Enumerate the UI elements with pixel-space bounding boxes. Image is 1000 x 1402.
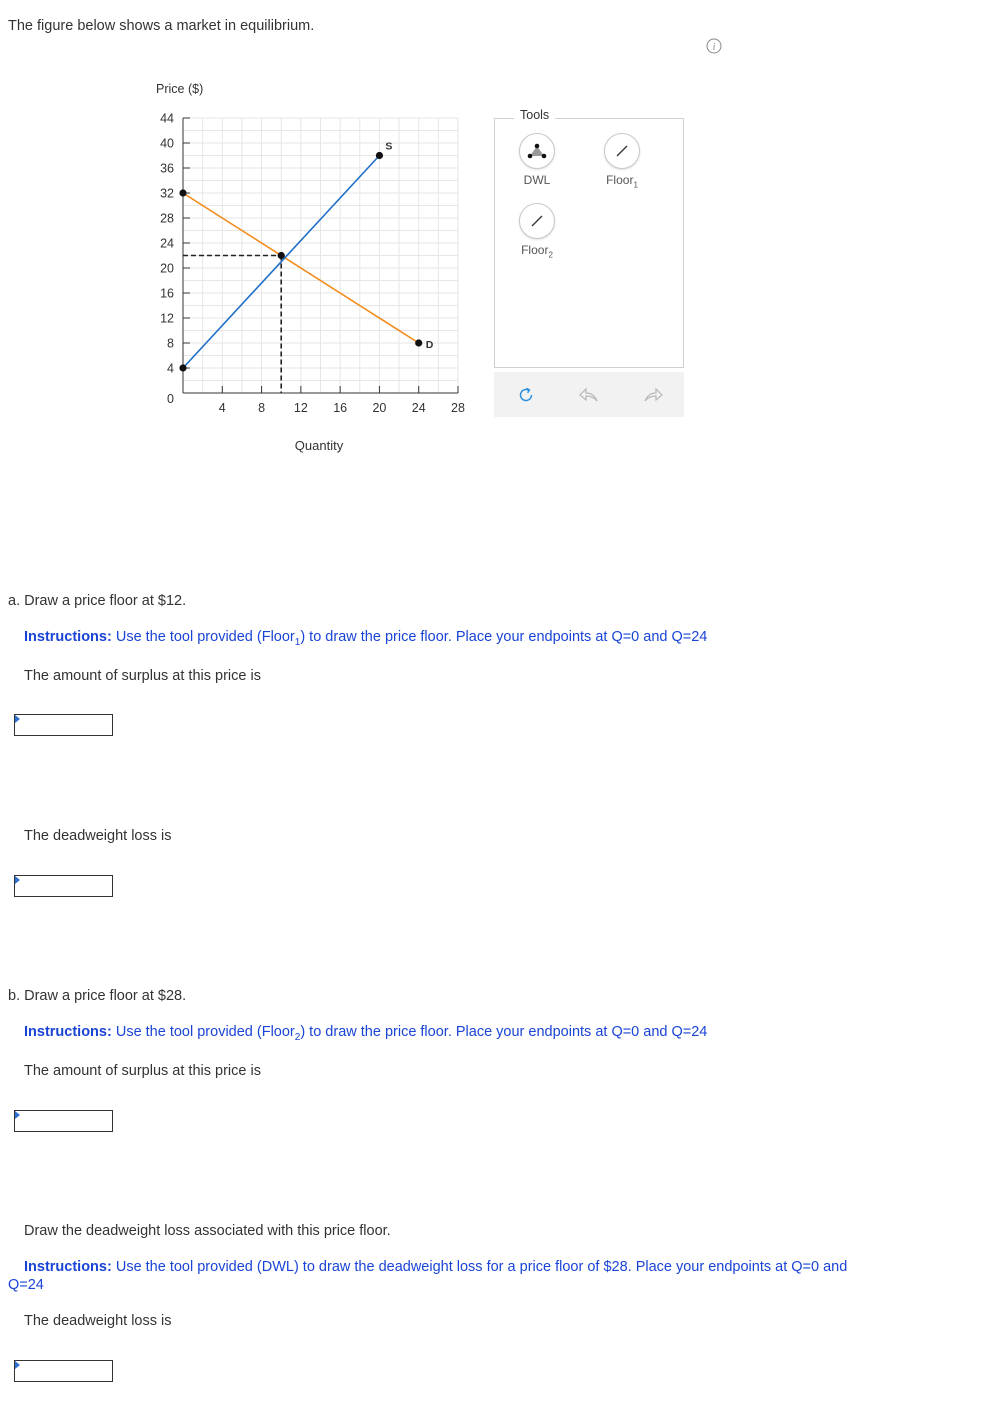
y-tick-label: 24 — [160, 236, 174, 251]
line-tool-icon — [613, 142, 631, 160]
demand-label: D — [425, 339, 434, 351]
part-b-instructions: Instructions: Use the tool provided (Floor$_2$) to draw the price floor. Place your endpoints at Q=0 and Q=24 — [24, 1024, 708, 1043]
y-tick-label: 8 — [167, 336, 174, 351]
redo-button[interactable] — [642, 384, 664, 406]
x-tick-label: 20 — [372, 401, 387, 415]
intro-text: The figure below shows a market in equilibrium. — [8, 18, 315, 34]
part-a-prompt: a. Draw a price floor at $12. — [8, 593, 187, 609]
answer-flag-icon — [15, 1111, 20, 1119]
part-b-dwl-instructions-cont: Q=24 — [8, 1277, 44, 1293]
x-tick-label: 28 — [451, 401, 465, 415]
tools-title: Tools — [514, 108, 555, 122]
part-b-dwl-instructions: Instructions: Use the tool provided (DWL) to draw the deadweight loss for a price floor of $28. Place your endpoints at Q=0 and — [24, 1259, 848, 1275]
y-tick-label: 20 — [160, 261, 174, 276]
supply-label: S — [385, 140, 393, 153]
tool-floor1-label: Floor$_1$ — [606, 173, 638, 190]
part-a-surplus-question: The amount of surplus at this price is — [24, 668, 261, 684]
supply-start-point — [179, 364, 186, 371]
part-b-dwl-question: The deadweight loss is — [24, 1313, 172, 1329]
supply-demand-chart[interactable] — [140, 78, 490, 458]
part-a-instructions: Instructions: Use the tool provided (Floor$_1$) to draw the price floor. Place your endpoints at Q=0 and Q=24 — [24, 629, 708, 648]
svg-text:i: i — [712, 42, 716, 53]
reset-button[interactable] — [515, 384, 537, 406]
tool-floor1[interactable] — [592, 133, 652, 189]
part-a-dwl-answer-box[interactable] — [14, 875, 113, 897]
part-b-surplus-question: The amount of surplus at this price is — [24, 1063, 261, 1079]
part-b-surplus-answer-box[interactable] — [14, 1110, 113, 1132]
y-tick-label: 16 — [160, 286, 174, 301]
tools-footer — [494, 372, 684, 417]
demand-end-point — [415, 339, 422, 346]
chart-ticks — [160, 112, 465, 416]
part-a-surplus-input[interactable] — [15, 715, 112, 735]
y-axis-label: Price ($) — [156, 82, 204, 96]
reset-icon — [516, 385, 536, 405]
tools-panel — [494, 118, 684, 368]
line-tool-icon — [528, 212, 546, 230]
y-tick-label: 44 — [160, 111, 174, 126]
x-tick-label: 4 — [218, 401, 226, 415]
answer-flag-icon — [15, 1361, 20, 1369]
undo-button[interactable] — [578, 384, 600, 406]
y-tick-label: 4 — [167, 361, 174, 376]
x-tick-label: 12 — [293, 401, 308, 415]
part-a-dwl-input[interactable] — [15, 876, 112, 896]
y-tick-label: 36 — [160, 161, 174, 176]
part-b-dwl-draw-prompt: Draw the deadweight loss associated with this price floor. — [24, 1223, 391, 1239]
answer-flag-icon — [15, 876, 20, 884]
info-icon[interactable] — [706, 38, 722, 54]
tool-dwl-label: DWL — [523, 173, 551, 187]
tool-floor2[interactable] — [507, 203, 567, 259]
x-tick-label: 24 — [411, 401, 426, 415]
y-tick-label: 28 — [160, 211, 174, 226]
x-tick-label: 8 — [258, 401, 266, 415]
equilibrium-point — [278, 252, 285, 259]
part-a-surplus-answer-box[interactable] — [14, 714, 113, 736]
origin-label: 0 — [167, 392, 174, 406]
tool-dwl[interactable] — [507, 133, 567, 187]
x-axis-label: Quantity — [294, 438, 344, 453]
part-b-surplus-input[interactable] — [15, 1111, 112, 1131]
equilibrium-guides — [183, 256, 281, 394]
y-tick-label: 32 — [160, 186, 174, 201]
demand-start-point — [179, 189, 186, 196]
x-tick-label: 16 — [333, 401, 348, 415]
part-b-dwl-input[interactable] — [15, 1361, 112, 1381]
tool-floor2-label: Floor$_2$ — [521, 243, 553, 260]
y-tick-label: 40 — [160, 136, 174, 151]
part-b-prompt: b. Draw a price floor at $28. — [8, 988, 187, 1004]
dwl-triangle-icon — [526, 142, 548, 160]
y-tick-label: 12 — [160, 311, 174, 326]
undo-icon — [578, 385, 600, 405]
supply-end-point — [376, 152, 383, 159]
answer-flag-icon — [15, 715, 20, 723]
redo-icon — [642, 385, 664, 405]
part-a-dwl-question: The deadweight loss is — [24, 828, 172, 844]
part-b-dwl-answer-box[interactable] — [14, 1360, 113, 1382]
